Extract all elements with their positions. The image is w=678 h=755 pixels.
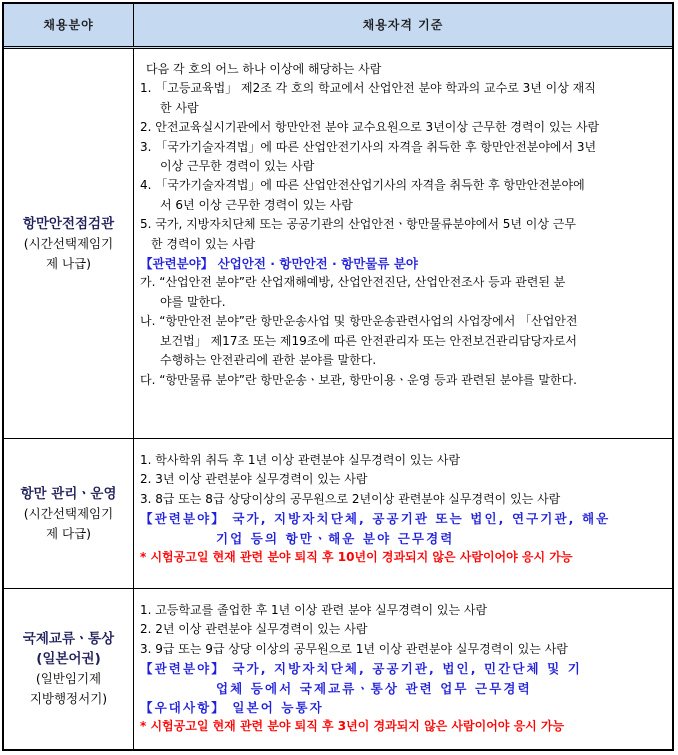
related-field-line: 【관련분야】 국가, 지방자치단체, 공공기관 또는 법인, 연구기관, 해운 bbox=[140, 511, 611, 527]
notice-line: * 시험공고일 현재 관련 분야 퇴직 후 10년이 경과되지 않은 사람이어야 응시 가능 bbox=[140, 550, 573, 565]
field-title: 국제교류ㆍ통상 bbox=[22, 631, 115, 647]
criterion-line: 한 사람 bbox=[160, 100, 199, 115]
table-header bbox=[4, 4, 672, 49]
table-row-international-exchange bbox=[4, 589, 672, 749]
criterion-line: 3. 「국가기술자격법」에 따른 산업안전기사의 자격을 취득한 후 항만안전분야에서 3년 bbox=[140, 139, 597, 154]
criterion-line: 1. 「고등교육법」 제2조 각 호의 학교에서 산업안전 분야 학과의 교수로 3년 이상 재직 bbox=[140, 81, 596, 96]
related-field-line: 기업 등의 항만ㆍ해운 분야 근무경력 bbox=[216, 530, 455, 546]
related-field-line: 【관련분야】 산업안전 · 항만안전 · 항만물류 분야 bbox=[140, 256, 418, 272]
preference-line: 【우대사항】 일본어 능통자 bbox=[140, 700, 324, 716]
qualification-cell bbox=[140, 60, 666, 390]
criterion-line: 2. 3년 이상 관련분야 실무경력이 있는 사람 bbox=[140, 472, 368, 487]
header-qualification: 채용자격 기준 bbox=[362, 18, 444, 32]
field-title-language: (일본어권) bbox=[36, 651, 101, 667]
field-subtitle: (시간선택제임기 bbox=[23, 505, 114, 521]
definition-line: 수행하는 안전관리에 관한 분야를 말한다. bbox=[160, 353, 377, 368]
criterion-line: 5. 국가, 지방자치단체 또는 공공기관의 산업안전ㆍ항만물류분야에서 5년 이상 근무 bbox=[140, 217, 576, 232]
criterion-line: 3. 8급 또는 8급 상당이상의 공무원으로 2년이상 관련분야 실무경력이 있는 사람 bbox=[140, 491, 561, 506]
definition-line: 보건법」 제17조 또는 제19조에 따른 안전관리자 또는 안전보건관리담당자로서 bbox=[160, 333, 578, 348]
field-cell bbox=[4, 49, 134, 438]
recruitment-qualification-table bbox=[2, 2, 674, 751]
qualification-cell bbox=[140, 451, 666, 567]
related-field-line: 업체 등에서 국제교류ㆍ통상 관련 업무 근무경력 bbox=[216, 680, 532, 696]
criterion-line: 1. 학사학위 취득 후 1년 이상 관련분야 실무경력이 있는 사람 bbox=[140, 453, 461, 467]
definition-line: 가. “산업안전 분야”란 산업재해예방, 산업안전진단, 산업안전조사 등과 관련된 분 bbox=[140, 275, 566, 290]
criterion-line: 한 경력이 있는 사람 bbox=[151, 236, 256, 251]
field-title: 항만 관리ㆍ운영 bbox=[20, 485, 117, 502]
criterion-line: 이상 근무한 경력이 있는 사람 bbox=[160, 159, 315, 174]
field-subtitle: 지방행정서기) bbox=[29, 691, 108, 706]
table-row-port-safety-inspector bbox=[4, 49, 672, 439]
field-cell bbox=[4, 589, 134, 749]
criterion-line: 4. 「국가기술자격법」에 따른 산업안전산업기사의 자격을 취득한 후 항만안전분야에 bbox=[140, 178, 585, 193]
criterion-line: 2. 안전교육실시기관에서 항만안전 분야 교수요원으로 3년이상 근무한 경력이 있는 사람 bbox=[140, 120, 600, 135]
definition-line: 야를 말한다. bbox=[160, 294, 226, 309]
header-field: 채용분야 bbox=[4, 4, 134, 46]
table-row-port-management bbox=[4, 439, 672, 589]
criterion-line: 3. 9급 또는 9급 상당 이상의 공무원으로 1년 이상 관련분야 실무경력이 있는 사람 bbox=[140, 641, 568, 656]
qualification-cell bbox=[140, 601, 666, 737]
field-title: 항만안전점검관 bbox=[22, 215, 115, 232]
criterion-line: 1. 고등학교를 졸업한 후 1년 이상 관련 분야 실무경력이 있는 사람 bbox=[140, 603, 488, 617]
related-field-line: 【관련분야】 국가, 지방자치단체, 공공기관, 법인, 민간단체 및 기 bbox=[140, 661, 582, 677]
definition-line: 다. “항만물류 분야”란 항만운송ㆍ보관, 항만이용ㆍ운영 등과 관련된 분야를 말한다. bbox=[140, 372, 577, 387]
field-subtitle: 제 나급) bbox=[45, 255, 92, 271]
field-subtitle: (시간선택제임기 bbox=[23, 235, 114, 251]
field-subtitle: (일반임기제 bbox=[35, 671, 102, 686]
field-cell bbox=[4, 439, 134, 588]
criterion-line: 2. 2년 이상 관련분야 실무경력이 있는 사람 bbox=[140, 622, 368, 637]
notice-line: * 시험공고일 현재 관련 분야 퇴직 후 3년이 경과되지 않은 사람이어야 응시 가능 bbox=[140, 719, 565, 734]
criterion-line: 서 6년 이상 근무한 경력이 있는 사람 bbox=[160, 197, 353, 212]
definition-line: 나. “항만안전 분야”란 항만운송사업 및 항만운송관련사업의 사업장에서 「산업안전 bbox=[140, 314, 578, 329]
field-subtitle: 제 다급) bbox=[45, 525, 92, 541]
intro-line: 다음 각 호의 어느 하나 이상에 해당하는 사람 bbox=[146, 62, 382, 76]
